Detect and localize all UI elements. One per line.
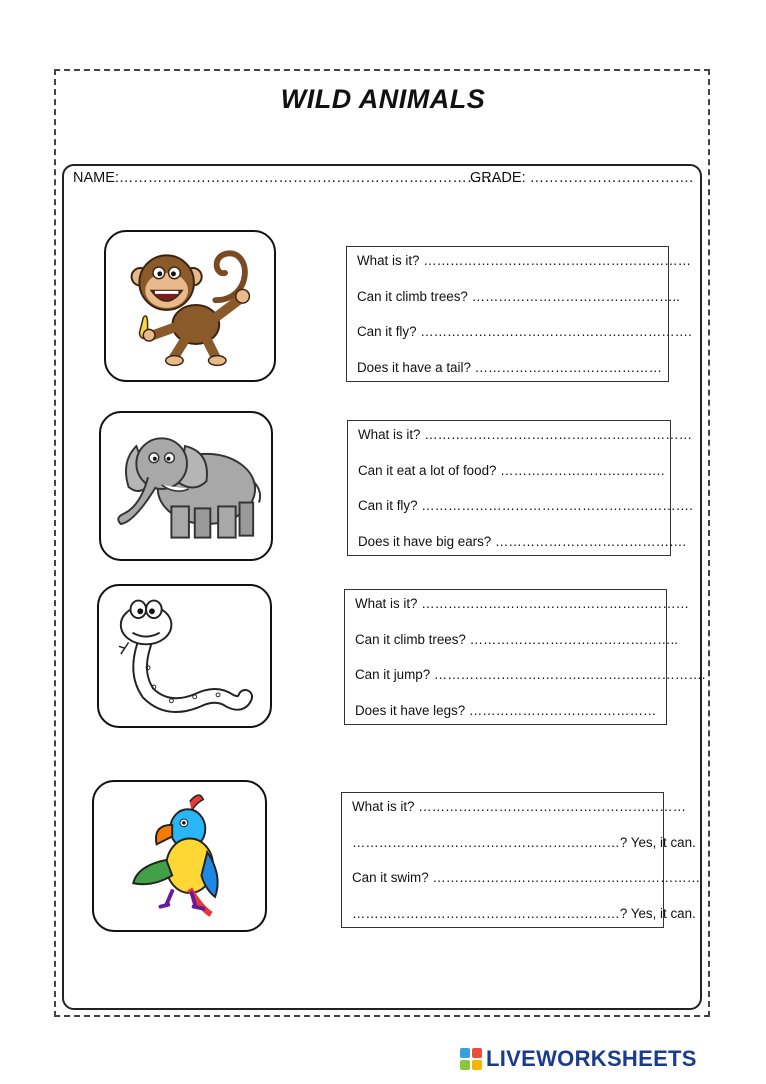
logo-text: LIVEWORKSHEETS <box>486 1046 697 1071</box>
question-line[interactable]: What is it? …………………………………………………… <box>358 427 693 442</box>
elephant-icon <box>101 413 271 559</box>
question-line[interactable]: Can it jump? ……………………………………………………. <box>355 667 706 682</box>
question-box-monkey <box>346 246 692 382</box>
question-line[interactable]: What is it? …………………………………………………… <box>355 596 690 611</box>
question-line[interactable]: Does it have a tail? …………………………………… <box>357 359 663 375</box>
logo-square <box>460 1060 470 1070</box>
monkey-icon <box>106 232 274 380</box>
question-line[interactable]: Can it fly? ……………………………………………………. <box>357 324 692 339</box>
question-line[interactable]: Does it have legs? …………………………………… <box>355 702 657 718</box>
question-line[interactable]: Can it climb trees? ……………………………………….. <box>355 631 678 647</box>
question-line[interactable]: Does it have big ears? ……………………………………. <box>358 533 687 549</box>
question-line[interactable]: What is it? …………………………………………………… <box>357 253 692 268</box>
logo-square <box>460 1048 470 1058</box>
question-line[interactable]: ……………………………………………………? Yes, it can. <box>352 834 696 850</box>
question-line[interactable]: Can it eat a lot of food? ………………………………. <box>358 462 665 478</box>
question-line[interactable]: Can it climb trees? ……………………………………….. <box>357 288 680 304</box>
elephant-picture <box>99 411 273 561</box>
logo-square <box>472 1048 482 1058</box>
logo-square <box>472 1060 482 1070</box>
question-line[interactable]: Can it swim? …………………………………………………… <box>352 870 701 885</box>
question-box-snake <box>344 589 706 725</box>
snake-picture <box>97 584 272 728</box>
snake-icon <box>99 586 270 726</box>
logo-squares-icon <box>460 1048 482 1070</box>
question-box-parrot <box>341 792 701 928</box>
worksheet-title: WILD ANIMALS <box>280 84 486 114</box>
liveworksheets-logo <box>460 1046 697 1072</box>
parrot-picture <box>92 780 267 932</box>
question-line[interactable]: Can it fly? ……………………………………………………. <box>358 498 693 513</box>
parrot-icon <box>94 782 265 930</box>
grade-field[interactable]: GRADE: ……………………………. <box>470 170 694 186</box>
question-line[interactable]: ……………………………………………………? Yes, it can. <box>352 905 696 921</box>
question-line[interactable]: What is it? …………………………………………………… <box>352 799 687 814</box>
name-field[interactable]: NAME:……………………………………………………………………. <box>73 170 500 186</box>
monkey-picture <box>104 230 276 382</box>
question-box-elephant <box>347 420 693 556</box>
